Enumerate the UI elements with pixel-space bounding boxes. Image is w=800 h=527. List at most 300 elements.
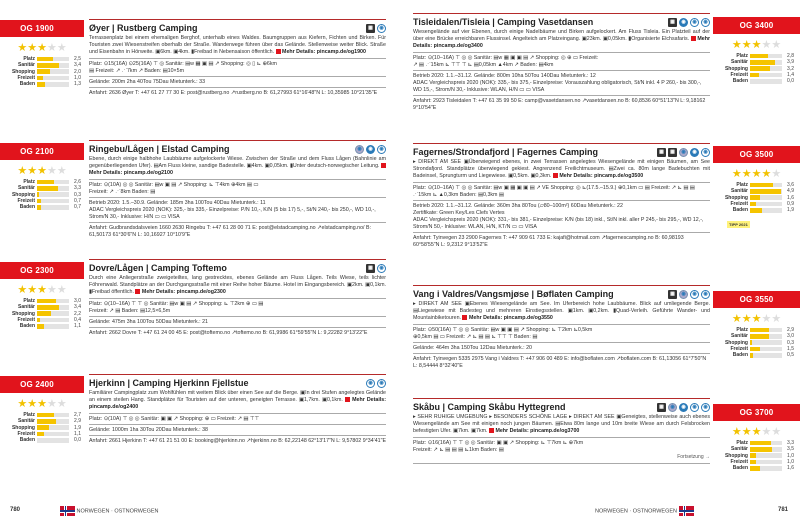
star-icon: ★ (37, 398, 47, 410)
feature-icon: ◉ (679, 403, 688, 412)
rating-panel (713, 291, 800, 358)
star-icon: ★ (46, 165, 57, 177)
star-icon: ★ (731, 39, 742, 51)
star-icon: ★ (751, 426, 762, 438)
feature-icon: ◉ (377, 24, 386, 33)
rating-value: 0,9 (787, 201, 794, 208)
campsite-title: Øyer | Rustberg Camping (89, 23, 198, 33)
rating-label: Freizeit (17, 317, 35, 324)
rating-row (0, 75, 84, 81)
rating-label: Freizeit (730, 201, 748, 208)
rating-label: Shopping (11, 424, 35, 431)
star-icon: ★ (17, 42, 28, 54)
feature-icon: ▦ (668, 148, 677, 157)
rating-value: 1,0 (787, 452, 794, 459)
more-details-link[interactable]: Mehr Details: pincamp.de/og2100 (89, 170, 173, 176)
address: Anfahrt: Tyinvegen 5335 2975 Vang i Valdres T: +47 906 00 489 E: info@boflaten.com ↗boflaten.com B: 61,13056 61°7'50"N L: 8,54444 8°32'40"E (413, 355, 707, 369)
star-rating (0, 397, 84, 410)
rating-value: 2,6 (74, 179, 81, 186)
rating-row (0, 192, 84, 198)
feature-icon: ◉ (701, 290, 710, 299)
rating-bar-fill (750, 189, 781, 194)
rating-value: 1,0 (787, 459, 794, 466)
rating-bar (750, 447, 782, 452)
feature-icon: ◉ (690, 403, 699, 412)
rating-row (713, 182, 800, 188)
info-block (89, 425, 386, 436)
rating-bar (750, 466, 782, 471)
star-icon: ★ (751, 168, 762, 180)
rating-bar (750, 54, 782, 59)
more-details-link[interactable]: Mehr Details: pincamp.de/og3400 (413, 36, 710, 49)
star-icon: ★ (56, 42, 67, 54)
description (89, 156, 386, 180)
rating-value: 3,0 (74, 298, 81, 305)
campsite-code: OG 3550 (713, 291, 800, 308)
feature-icons (366, 379, 386, 388)
description (89, 390, 386, 414)
feature-icon: ◉ (377, 145, 386, 154)
rating-label: Shopping (11, 191, 35, 198)
rating-row (0, 198, 84, 204)
rating-panel (0, 376, 84, 443)
rating-bar-fill (37, 305, 59, 310)
rating-row (0, 298, 84, 304)
entry-header (89, 23, 386, 33)
amenities-line: Platz: ⊙(10A) ⊤ ◎ ◎ Sanitär: ▣ ▣ ↗ Shopping: ⊕ ▭ Freizeit: ↗ ▤ ⊤⊤ (89, 415, 260, 422)
star-icon: ★ (17, 284, 28, 296)
info-line: Gelände: 200m 2ha 40Tou 75Dau Mietunterk.: 33 (89, 78, 206, 85)
campsite-title: Dovre/Lågen | Camping Toftemo (89, 263, 227, 273)
more-details-link[interactable]: Mehr Details: pincamp.de/og2400 (89, 397, 386, 410)
rating-label: Baden (19, 204, 35, 211)
rating-row (713, 207, 800, 213)
rating-bar (37, 413, 69, 418)
star-icon: ★ (56, 284, 67, 296)
rating-bar-fill (37, 324, 44, 329)
rating-bar (750, 328, 782, 333)
star-icon: ★ (761, 313, 772, 325)
campsite-title: Fagernes/Strondafjord | Fagernes Camping (413, 147, 599, 157)
rating-panel (0, 20, 84, 87)
rating-label: Platz (736, 182, 748, 189)
star-icon: ★ (46, 398, 57, 410)
entry-header (89, 378, 386, 388)
campsite-code: OG 1900 (0, 20, 84, 37)
tipp-badge: TIPP 2021 (729, 222, 748, 228)
address: Anfahrt: 2636 Øyer T: +47 61 27 77 30 E: post@rustberg.no ↗rustberg.no B: 61,27993 61°16'48"N L: 10,35985 10°21'35"E (89, 89, 378, 96)
feature-icon: ◉ (377, 264, 386, 273)
feature-icon: ◉ (679, 290, 688, 299)
more-details-link[interactable]: Mehr Details: pincamp.de/og3500 (559, 173, 644, 179)
star-icon: ★ (27, 165, 38, 177)
rating-bar-fill (750, 441, 771, 446)
rating-value: 3,0 (787, 333, 794, 340)
feature-icon: ◉ (701, 148, 710, 157)
red-square-icon (276, 49, 281, 54)
campsite-code: OG 2300 (0, 262, 84, 279)
rating-bar (37, 205, 69, 210)
address: Anfahrt: 2661 Hjerkinn T: +47 61 21 51 00 E: booking@hjerkinn.no ↗hjerkinn.no B: 62,22148 62°13'17"N L: 9,57802 9°34'41"E (89, 437, 387, 444)
campsite-title: Vang i Valdres/Vangsmjøse | Bøflaten Camping (413, 289, 614, 299)
rating-label: Shopping (724, 194, 748, 201)
star-icon: ★ (761, 426, 772, 438)
rating-value: 3,4 (74, 304, 81, 311)
more-details-link[interactable]: Mehr Details: pincamp.de/og3550 (468, 315, 553, 321)
rating-bar-fill (750, 54, 768, 59)
rating-bar (750, 195, 782, 200)
red-square-icon (691, 36, 696, 41)
rating-bar (750, 208, 782, 213)
info-block (89, 77, 386, 88)
star-icon: ★ (56, 398, 67, 410)
address: Anfahrt: 2662 Dovre T: +47 61 24 00 45 E: post@toftemo.no ↗toftemo.no B: 61,9986 61°59'55"N L: 9,22282 9°13'22"E (89, 329, 368, 336)
campsite-code: OG 2100 (0, 143, 84, 160)
rating-bar (750, 183, 782, 188)
rating-bar-fill (750, 447, 772, 452)
rating-row (713, 188, 800, 194)
info-line: Gelände: 475m 3ha 100Tou 50Dau Mietunterk.: 21 (89, 318, 208, 325)
rating-bar (37, 299, 69, 304)
rating-value: 2,0 (74, 68, 81, 75)
rating-value: 4,9 (787, 188, 794, 195)
rating-bar-fill (750, 60, 775, 65)
feature-icon: ◉ (377, 379, 386, 388)
rating-bar-fill (37, 82, 45, 87)
rating-row (0, 418, 84, 424)
feature-icons (657, 148, 710, 157)
rating-bar (37, 199, 69, 204)
rating-value: 3,5 (787, 446, 794, 453)
rating-value: 1,5 (787, 346, 794, 353)
feature-icons (668, 18, 710, 27)
description (413, 29, 710, 53)
feature-icon: ◉ (701, 18, 710, 27)
norway-flag-icon (60, 506, 75, 516)
feature-icon: ▦ (366, 24, 375, 33)
star-icon: ★ (741, 426, 752, 438)
rating-bar (750, 189, 782, 194)
rating-panel (0, 143, 84, 210)
rating-value: 2,5 (74, 56, 81, 63)
feature-icons (366, 264, 386, 273)
amenities (89, 414, 386, 425)
star-icon: ★ (46, 284, 57, 296)
rating-bar-fill (37, 432, 44, 437)
right-page (400, 0, 800, 527)
rating-row (0, 56, 84, 62)
rating-value: 1,1 (74, 323, 81, 330)
rating-label: Sanitär (18, 185, 35, 192)
page-number: 781 (778, 507, 789, 513)
rating-bar-fill (37, 57, 53, 62)
rating-bar (37, 419, 69, 424)
more-details-link[interactable]: Mehr Details: pincamp.de/og1900 (282, 49, 366, 55)
feature-icon: ◉ (366, 379, 375, 388)
rating-label: Shopping (724, 65, 748, 72)
rating-row (0, 437, 84, 443)
info-line: ADAC Vergleichspreis 2020 (NOK): 331,- bis 381,- Einzelpreise: K/N (bis 18) inkl., St/N inkl. aller P 245,- bis 295,-, WD 12,-, Strom/N 50,- Inklusive: WLAN, H/N, KT/N ▭ ▭ VISA (413, 216, 704, 230)
campsite-entry (413, 13, 710, 113)
info-line: Gelände: 464m 3ha 150Tou 12Dau Mietunterk.: 20 (413, 344, 532, 351)
rating-value: 2,8 (787, 53, 794, 60)
address: Anfahrt: Gudbrandsdalsveien 1660 2630 Ringebu T: +47 61 28 00 71 E: post@elstadcamping.no ↗elstadcamping.no/ B: 61,50173 61°30'6"N L: 10,16927 10°10'9"E (89, 224, 371, 238)
rating-label: Baden (732, 207, 748, 214)
rating-bar (750, 79, 782, 84)
feature-icon: ◉ (679, 18, 688, 27)
campsite-code: OG 3500 (713, 146, 800, 163)
campsite-entry (89, 140, 386, 240)
description-text: Wiesengelände auf vier Ebenen, durch einige Nadelbäume und Birken aufgelockert. Am Fluss Tisleia. Ein Platzteil auf der über eine Brücke erreichbaren Flussinsel. Angelteich am Platzeingang. ▣23km. ▣0,05km. ▮Organisierte Elchsafaris. (413, 29, 710, 42)
rating-label: Shopping (11, 68, 35, 75)
amenities-line: Platz: ⊙(10–16A) ⊤ ◎ ◎ Sanitär: ▤w ▣ ▦ ▣ ▣ ▤ ↗ VE Shopping: ◎ ⊾(17.5.–15.9.) ⊕0,1km ▭ ▤ Freizeit: ↗ ⊾ ▤ ▤ ⋰15km ⊾ ▲0,3km Baden: ▤0,3km ▤ (413, 184, 695, 198)
description-text: Familiärer Campingplatz zum Wohlfühlen mit weitem Blick über einen See auf die Berge. ▣In drei Stufen angelegtes Gelände an einem steilen Hang. Standplätze für Touristen auf der unteren, geneigten Terrasse. ▣1,7km. ▣0,1km. (89, 390, 386, 403)
rating-row (713, 440, 800, 446)
rating-bar (37, 432, 69, 437)
rating-bar-fill (750, 353, 753, 358)
star-icon: ★ (46, 42, 57, 54)
rating-value: 1,6 (787, 194, 794, 201)
red-square-icon (345, 397, 350, 402)
rating-panel (0, 262, 84, 329)
entry-header (89, 263, 386, 273)
rating-bar-fill (750, 328, 769, 333)
star-icon: ★ (37, 284, 47, 296)
rating-label: Sanitär (731, 188, 748, 195)
rating-label: Freizeit (730, 72, 748, 79)
star-icon: ★ (771, 39, 782, 51)
rating-label: Platz (23, 56, 35, 63)
rating-value: 3,9 (787, 59, 794, 66)
rating-bar (37, 318, 69, 323)
more-details-link[interactable]: Mehr Details: pincamp.de/og3700 (495, 428, 580, 434)
red-square-icon (381, 163, 386, 168)
rating-bar (37, 324, 69, 329)
rating-bar (37, 63, 69, 68)
rating-panel (713, 17, 800, 84)
rating-bar-fill (37, 63, 59, 68)
rating-label: Platz (736, 440, 748, 447)
red-square-icon (135, 289, 140, 294)
norway-flag-icon (679, 506, 694, 516)
amenities-line: Platz: ⊙(10A) ◎ ◎ Sanitär: ▤w ▣ ▤ ↗ Shopping: ⊾ ⊤4km ⊕4km ▤ ▭ (89, 181, 259, 188)
rating-bar (37, 186, 69, 191)
description-text: ▸ DIREKT AM SEE ▣Überwiegend ebenes, in zwei Terrassen angelegtes Wiesengelände mit einigen Bäumen, am See Strondafjord. Standplätze überwiegend gekiest. Angrenzend Freilichtmuseum. ▤Zwei ca. 80m lange Badebuchten mit Badeinsel, Sprungturm und Liegewiese. ▣0,5km. ▣0,3km. (413, 159, 710, 179)
info-block (413, 343, 710, 354)
continuation-link[interactable]: Fortsetzung → (677, 453, 710, 460)
campsite-entry (89, 374, 386, 446)
rating-row (0, 323, 84, 329)
feature-icon: ▦ (366, 264, 375, 273)
description-text: ▸ SEHR RUHIGE UMGEBUNG ▸ BESONDERS SCHÖNE LAGE ▸ DIREKT AM SEE ▣Geneigtes, stellenweise auch ebenes Wiesengelände am See mit einigen noch jungen Bäumen. ▤Etwa 80m lange und 10m breite Wiese am durch Felsbrocken befestigten Ufer. ▣7km. ▣7km. (413, 414, 710, 434)
feature-icon: ▦ (668, 290, 677, 299)
rating-row (713, 201, 800, 207)
rating-bar-fill (750, 73, 759, 78)
entry-header (413, 147, 710, 157)
info-line: Zertifikate: Green Key/Les Clefs Vertes (413, 209, 505, 216)
rating-bar (37, 57, 69, 62)
rating-row (713, 346, 800, 352)
info-block (89, 317, 386, 328)
star-icon: ★ (17, 398, 28, 410)
rating-bar (750, 453, 782, 458)
feature-icon: ◉ (690, 290, 699, 299)
rating-row (0, 69, 84, 75)
rating-label: Sanitär (731, 446, 748, 453)
amenities (89, 180, 386, 198)
star-icon: ★ (731, 313, 742, 325)
rating-label: Baden (19, 437, 35, 444)
footer-region-text: NORWEGEN · OSTNORWEGEN (76, 508, 159, 515)
feature-icon: ▦ (657, 148, 666, 157)
info-line: Betrieb 2020: 1.1.–31.12. Gelände: 800m 10ha 50Tou 140Dau Mietunterk.: 12 (413, 72, 596, 79)
rating-row (0, 431, 84, 437)
rating-label: Shopping (724, 452, 748, 459)
info-block (413, 201, 710, 233)
rating-row (713, 459, 800, 465)
star-icon: ★ (731, 426, 742, 438)
info-line: ADAC Vergleichspreis 2020 (NOK): 325,- bis 335,- Einzelpreise: P/N 10,-, K/N (5 bis 17) 5,-, St/N 240,- bis 250,-, WD 10,-, Strom/N 30,- Inklusive: H/N ▭ ▭ VISA (89, 206, 376, 220)
rating-value: 1,6 (787, 465, 794, 472)
campsite-code: OG 3400 (713, 17, 800, 34)
rating-bar-fill (750, 347, 760, 352)
feature-icon: ▦ (657, 403, 666, 412)
feature-icon: ◉ (690, 18, 699, 27)
amenities-line: Platz: ⊙50(16A) ⊤ ◎ ◎ Sanitär: ▤w ▣ ▣ ▤ ↗ Shopping: ⊾ ⊤2km ⊾0,5km (413, 326, 593, 333)
rating-label: Shopping (11, 310, 35, 317)
rating-value: 0,7 (74, 204, 81, 211)
rating-bar (37, 425, 69, 430)
rating-panel (713, 146, 800, 231)
star-icon: ★ (751, 39, 762, 51)
entry-header (413, 289, 710, 299)
amenities-line: ↗ ▤ ⋰15km ⊾ ⊤⊤ ⊤ ⊾ ▤0,05km ▲4km ↗ Baden: ▤4km (413, 61, 554, 68)
description (413, 159, 710, 183)
rating-bar-fill (750, 183, 773, 188)
description-text: Ebene, durch einige halbhohe Laubbäume aufgelockerte Wiese. Zwischen der Straße und dem Fluss Lågen (Bahnlinie am gegenüberliegenden Ufer). ▤Am Fluss kleine, sandige Badestelle. ▣4km. ▣0,05km. ▮Unter deutsch-norwegischer Leitung. (89, 156, 386, 169)
rating-bar-fill (750, 466, 760, 471)
star-icon: ★ (37, 165, 47, 177)
more-details-link[interactable]: Mehr Details: pincamp.de/og2300 (141, 289, 226, 295)
rating-panel (713, 404, 800, 471)
rating-value: 2,9 (787, 327, 794, 334)
address: Anfahrt: Tyinvegen 23 2900 Fagernes T: +47 909 61 733 E: kajafi@hotmail.com ↗fagernescamping.no B: 60,98193 60°58'55"N L: 9,2312 9°13'52"E (413, 234, 684, 248)
address: Anfahrt: 2923 Tisleidalen T: +47 61 35 99 50 E: camp@vasetdansen.no ↗vasetdansen.no B: 60,8536 60°51'13"N L: 9,18162 9°10'54"E (413, 97, 706, 111)
rating-value: 3,3 (787, 440, 794, 447)
rating-row (0, 317, 84, 323)
feature-icons (355, 145, 386, 154)
rating-row (713, 333, 800, 339)
campsite-entry (89, 259, 386, 338)
feature-icon: ◉ (355, 145, 364, 154)
campsite-entry (413, 398, 710, 464)
info-line: ADAC Vergleichspreis 2020 (NOK): 335,- bis 375,- Einzelpreise: Vorauszahlung obligatorisch, St/N inkl. 4 P 260,- bis 300,-, WD 15,-, Strom/N 30,- Inklusive: WLAN, H/N ▭ ▭ VISA (413, 79, 702, 93)
rating-bar-fill (750, 202, 756, 207)
campsite-title: Ringebu/Lågen | Elstad Camping (89, 144, 230, 154)
rating-bar (750, 340, 782, 345)
rating-label: Baden (732, 352, 748, 359)
star-rating (713, 312, 800, 325)
star-icon: ★ (37, 42, 47, 54)
rating-row (713, 53, 800, 59)
rating-value: 1,0 (74, 75, 81, 82)
red-square-icon (489, 428, 494, 433)
rating-bar (37, 82, 69, 87)
footer-region (595, 506, 694, 516)
rating-bar (750, 347, 782, 352)
rating-value: 1,1 (74, 431, 81, 438)
rating-bar (37, 305, 69, 310)
rating-value: 1,9 (787, 207, 794, 214)
rating-row (0, 81, 84, 87)
description (413, 301, 710, 325)
rating-row (713, 327, 800, 333)
rating-label: Freizeit (730, 346, 748, 353)
star-icon: ★ (27, 398, 38, 410)
rating-bar-fill (37, 419, 56, 424)
feature-icons (668, 290, 710, 299)
rating-value: 1,4 (787, 72, 794, 79)
rating-row (713, 59, 800, 65)
entry-header (413, 402, 710, 412)
rating-bar (750, 353, 782, 358)
rating-row (713, 465, 800, 471)
feature-icons (366, 24, 386, 33)
rating-bar (37, 192, 69, 197)
info-block (413, 71, 710, 96)
star-icon: ★ (741, 39, 752, 51)
amenities (413, 325, 710, 343)
rating-bar-fill (750, 195, 760, 200)
star-icon: ★ (741, 168, 752, 180)
amenities-line: ▤ Freizeit: ↗ ⋰7km ↗ Baden: ▤10×5m (89, 67, 184, 74)
description-text: Durch eine Anliegerstraße zweigeteiltes, lang gestrecktes, ebenes Gelände am Fluss Lågen. Teils Wiese, teils lichter Föhrenwald. Standplätze an der Durchgangsstraße mit einer Reihe hoher Bäume. Hotel im Eingangsbereich. ▣2km. ▣0,1km. ▮Freibad öffentlich. (89, 275, 386, 295)
amenities-line: Freizeit: ↗ ⋰8km Baden: ▤ (89, 188, 156, 195)
rating-label: Freizeit (17, 75, 35, 82)
rating-bar (37, 438, 69, 443)
rating-bar-fill (37, 180, 54, 185)
campsite-entry (413, 143, 710, 250)
rating-row (713, 340, 800, 346)
star-icon: ★ (761, 168, 772, 180)
rating-bar (750, 66, 782, 71)
entry-header (89, 144, 386, 154)
rating-row (0, 412, 84, 418)
rating-label: Platz (736, 327, 748, 334)
rating-bar (750, 202, 782, 207)
rating-label: Platz (736, 53, 748, 60)
info-line: Betrieb 2020: 1.5.–30.9. Gelände: 185m 3ha 100Tou 40Dau Mietunterk.: 11 (89, 199, 266, 206)
rating-label: Freizeit (17, 198, 35, 205)
rating-label: Baden (732, 78, 748, 85)
star-icon: ★ (27, 284, 38, 296)
campsite-code: OG 3700 (713, 404, 800, 421)
info-line: Betrieb 2020: 1.1.–31.12. Gelände: 360m 3ha 80Tou (▱80–100m²) 60Dau Mietunterk.: 22 (413, 202, 623, 209)
star-rating (713, 167, 800, 180)
rating-row (713, 352, 800, 358)
campsite-code: OG 2400 (0, 376, 84, 393)
footer-region-text: NORWEGEN · OSTNORWEGEN (595, 508, 677, 515)
description-text: ▸ DIREKT AM SEE ▣Ebenes Wiesengelände am See. Im Uferbereich hohe Laubbäume. Blick auf umliegende Berge. ▤Liegewiese mit Badesteg und mehreren Einstiegsstellen. ▣1km. ▣0,2km. ▮Quad-Verleih. Geführte Wander- und Mountainbiketouren. (413, 301, 710, 321)
rating-row (0, 185, 84, 191)
rating-value: 0,5 (787, 352, 794, 359)
star-icon: ★ (761, 39, 772, 51)
description (89, 275, 386, 299)
rating-row (0, 204, 84, 210)
rating-label: Baden (19, 323, 35, 330)
rating-value: 2,2 (74, 310, 81, 317)
star-rating (0, 164, 84, 177)
